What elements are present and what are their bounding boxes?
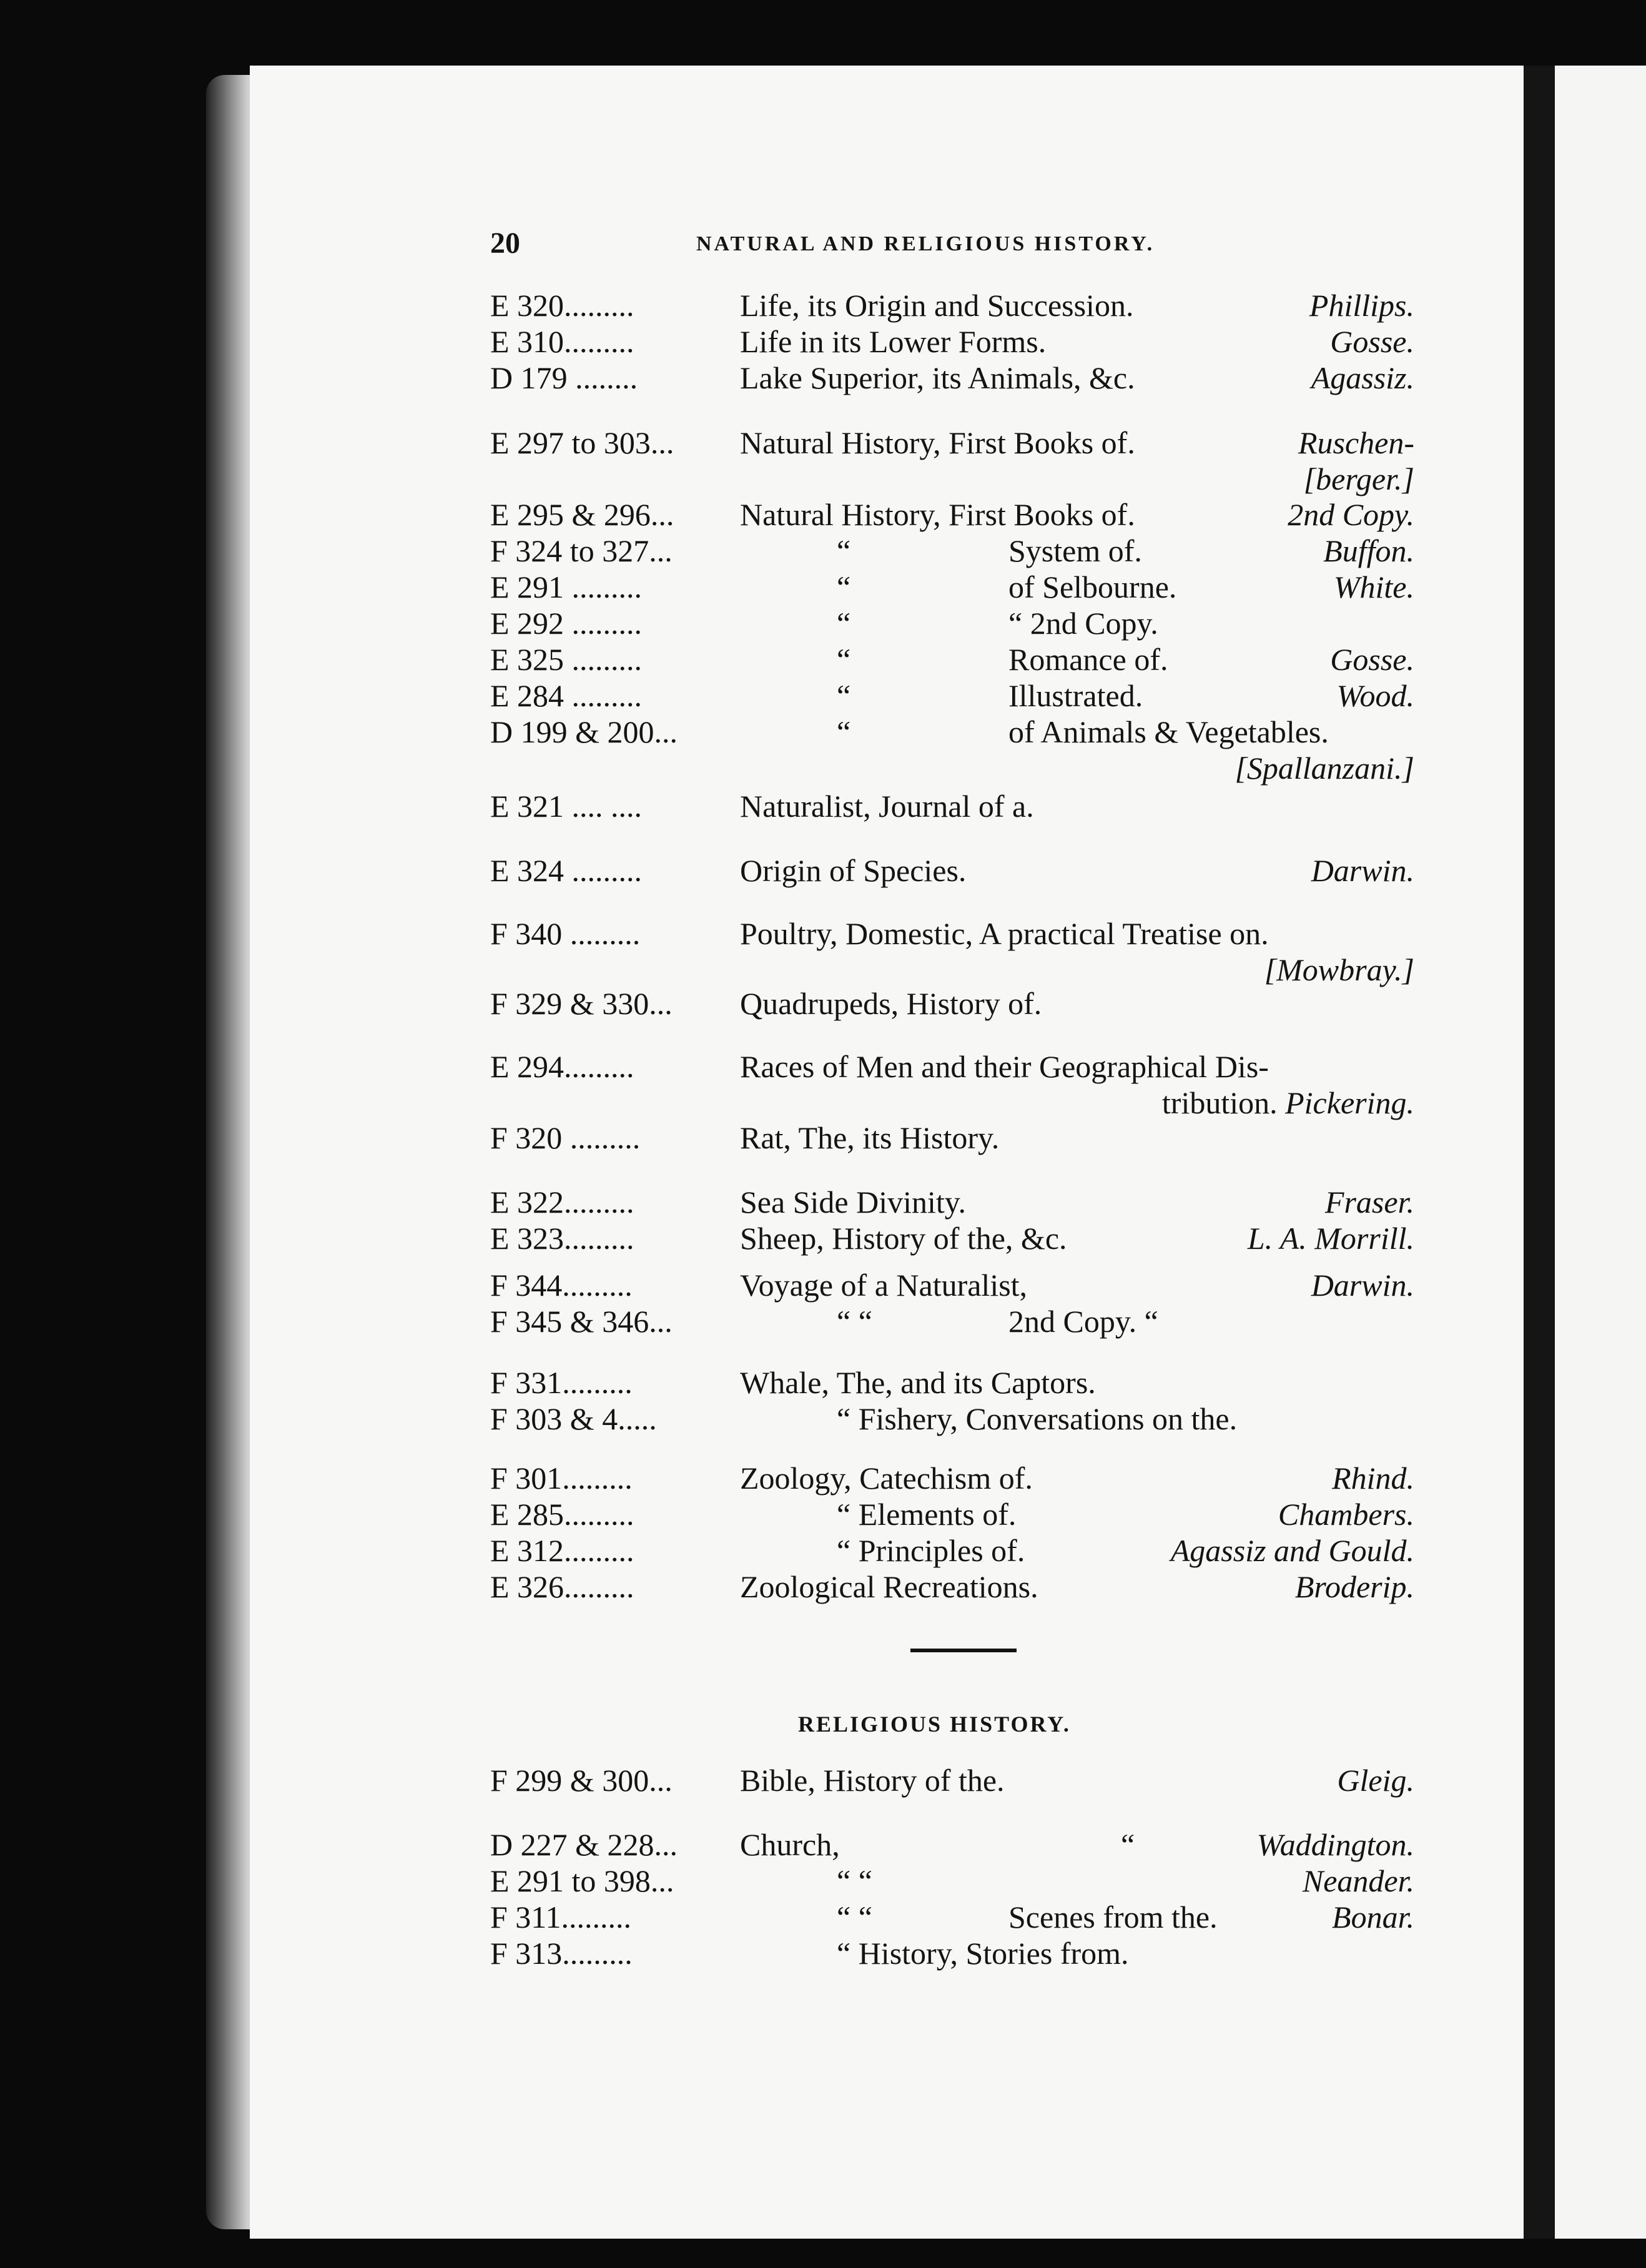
shelf-mark: E 326......... <box>490 1569 634 1604</box>
list-item <box>490 1460 1414 1496</box>
entry-title: Poultry, Domestic, A practical Treatise on. <box>740 916 1269 951</box>
entry-continuation-text: tribution. <box>1161 1085 1286 1120</box>
entry-title: Rat, The, its History. <box>740 1120 1000 1155</box>
shelf-mark: E 291 to 398... <box>490 1863 674 1898</box>
ditto-mark: “ “ <box>837 1900 872 1935</box>
entry-author: Broderip. <box>1294 1569 1414 1604</box>
shelf-mark: F 345 & 346... <box>490 1304 673 1339</box>
shelf-mark: F 313......... <box>490 1936 633 1971</box>
page-number: 20 <box>490 227 520 260</box>
ditto-mark: “ “ <box>837 1304 872 1339</box>
list-item <box>490 1267 1414 1303</box>
entry-author: Gleig. <box>1337 1763 1414 1798</box>
list-item <box>490 1863 1414 1899</box>
entry-author: Gosse. <box>1330 642 1414 677</box>
ditto-mark: “ <box>837 714 851 749</box>
entry-title: Origin of Species. <box>740 853 967 888</box>
shelf-mark: E 291 ......... <box>490 569 643 604</box>
list-item <box>490 287 1414 323</box>
entry-title: Zoology, Catechism of. <box>740 1461 1033 1496</box>
entry-author: Bonar. <box>1332 1900 1414 1935</box>
ditto-mark: “ History, Stories from. <box>837 1936 1129 1971</box>
list-item <box>490 1762 1414 1798</box>
shelf-mark: D 227 & 228... <box>490 1827 678 1862</box>
list-item <box>490 1532 1414 1569</box>
entry-title: Natural History, First Books of. <box>740 497 1135 532</box>
list-item <box>490 360 1414 396</box>
ditto-mark: “ <box>837 678 851 713</box>
list-item <box>490 1120 1414 1156</box>
ditto-mark: “ <box>837 569 851 604</box>
shelf-mark: F 301......... <box>490 1461 633 1496</box>
ditto-mark: “ <box>837 606 851 641</box>
list-item <box>490 1048 1414 1085</box>
list-item <box>490 323 1414 360</box>
ditto-mark: “ Principles of. <box>837 1533 1025 1568</box>
entry-author: Wood. <box>1336 678 1414 713</box>
shelf-mark: E 294......... <box>490 1049 634 1084</box>
list-item <box>490 1184 1414 1220</box>
shelf-mark: E 310......... <box>490 324 634 359</box>
ditto-mark: “ <box>1121 1827 1135 1862</box>
ditto-mark: “ <box>837 642 851 677</box>
shelf-mark: D 179 ........ <box>490 360 638 395</box>
book-gutter <box>1524 66 1555 2239</box>
entry-continuation-author: [Spallanzani.] <box>1234 751 1414 786</box>
shelf-mark: F 329 & 330... <box>490 986 673 1021</box>
shelf-mark: E 320......... <box>490 288 634 323</box>
entry-author: Gosse. <box>1330 324 1414 359</box>
shelf-mark: F 331......... <box>490 1365 633 1400</box>
list-item <box>490 788 1414 824</box>
list-item <box>490 1364 1414 1401</box>
list-item <box>490 569 1414 605</box>
shelf-mark: F 320 ......... <box>490 1120 641 1155</box>
entry-continuation-author: [berger.] <box>1303 461 1414 496</box>
ditto-mark: “ “ <box>837 1863 872 1898</box>
list-item <box>490 1827 1414 1863</box>
running-title: NATURAL AND RELIGIOUS HISTORY. <box>696 232 1155 255</box>
entry-title: Sheep, History of the, &c. <box>740 1221 1067 1256</box>
ditto-mark: “ Fishery, Conversations on the. <box>837 1401 1238 1436</box>
entry-subtitle: 2nd Copy. “ <box>1008 1304 1158 1339</box>
entry-title: Life, its Origin and Succession. <box>740 288 1134 323</box>
ditto-mark: “ <box>837 533 851 568</box>
entry-continuation <box>1304 461 1414 497</box>
entry-author: White. <box>1333 569 1414 604</box>
entry-title: Quadrupeds, History of. <box>740 986 1042 1021</box>
entry-author: Waddington. <box>1256 1827 1414 1862</box>
entry-author: Neander. <box>1302 1863 1414 1898</box>
shelf-mark: E 324 ......... <box>490 853 643 888</box>
entry-title: Life in its Lower Forms. <box>740 324 1047 359</box>
list-item <box>490 678 1414 714</box>
list-item <box>490 1303 1414 1339</box>
entry-author: 2nd Copy. <box>1288 497 1414 532</box>
entry-author: Ruschen- <box>1298 425 1414 460</box>
list-item <box>490 1899 1414 1935</box>
entry-title: Voyage of a Naturalist, <box>740 1268 1028 1303</box>
entry-subtitle: System of. <box>1008 533 1142 568</box>
shelf-mark: F 311......... <box>490 1900 631 1935</box>
list-item <box>490 1220 1414 1256</box>
page-header <box>490 226 1211 264</box>
section-divider <box>910 1649 1017 1652</box>
entry-continuation-author: Pickering. <box>1285 1085 1414 1120</box>
entry-author: Agassiz and Gould. <box>1170 1533 1414 1568</box>
entry-continuation <box>1234 750 1414 786</box>
list-item <box>490 1935 1414 1971</box>
shelf-mark: F 344......... <box>490 1268 633 1303</box>
shelf-mark: F 340 ......... <box>490 916 641 951</box>
entry-subtitle: Illustrated. <box>1008 678 1143 713</box>
entry-author: Phillips. <box>1309 288 1414 323</box>
entry-title: Whale, The, and its Captors. <box>740 1365 1096 1400</box>
list-item <box>490 533 1414 569</box>
list-item <box>490 496 1414 533</box>
shelf-mark: E 322......... <box>490 1185 634 1220</box>
entry-subtitle: of Animals & Vegetables. <box>1008 714 1329 749</box>
entry-title: Zoological Recreations. <box>740 1569 1038 1604</box>
entry-author: Chambers. <box>1278 1497 1414 1532</box>
list-item <box>490 1401 1414 1437</box>
shelf-mark: E 321 .... .... <box>490 789 643 824</box>
shelf-mark: E 325 ......... <box>490 642 643 677</box>
shelf-mark: F 299 & 300... <box>490 1763 673 1798</box>
entry-title: Sea Side Divinity. <box>740 1185 967 1220</box>
facing-page-edge <box>1555 66 1646 2239</box>
entry-subtitle: of Selbourne. <box>1008 569 1177 604</box>
shelf-mark: E 295 & 296... <box>490 497 674 532</box>
list-item <box>490 1496 1414 1532</box>
shelf-mark: E 285......... <box>490 1497 634 1532</box>
entry-author: Darwin. <box>1311 1268 1414 1303</box>
entry-title: Races of Men and their Geographical Dis- <box>740 1049 1269 1084</box>
entry-subtitle: “ 2nd Copy. <box>1008 606 1158 641</box>
entry-continuation-author: [Mowbray.] <box>1264 952 1414 987</box>
entry-author: Rhind. <box>1332 1461 1414 1496</box>
shelf-mark: E 292 ......... <box>490 606 643 641</box>
list-item <box>490 641 1414 678</box>
entry-title: Bible, History of the. <box>740 1763 1005 1798</box>
shelf-mark: D 199 & 200... <box>490 714 678 749</box>
list-item <box>490 852 1414 889</box>
entry-continuation <box>1264 952 1414 988</box>
shelf-mark: F 303 & 4..... <box>490 1401 657 1436</box>
entry-author: Darwin. <box>1311 853 1414 888</box>
ditto-mark: “ Elements of. <box>837 1497 1017 1532</box>
entry-author: Fraser. <box>1324 1185 1414 1220</box>
entry-author: Agassiz. <box>1311 360 1414 395</box>
shelf-mark: E 284 ......... <box>490 678 643 713</box>
list-item <box>490 1569 1414 1605</box>
list-item <box>490 714 1414 750</box>
shelf-mark: E 312......... <box>490 1533 634 1568</box>
religious-history-heading: RELIGIOUS HISTORY. <box>798 1712 1071 1737</box>
entry-title: Church, <box>740 1827 840 1862</box>
entry-author: Buffon. <box>1323 533 1414 568</box>
list-item <box>490 985 1414 1022</box>
entry-title: Natural History, First Books of. <box>740 425 1135 460</box>
shelf-mark: E 297 to 303... <box>490 425 674 460</box>
shelf-mark: E 323......... <box>490 1221 634 1256</box>
entry-title: Naturalist, Journal of a. <box>740 789 1034 824</box>
entry-subtitle: Romance of. <box>1008 642 1168 677</box>
entry-subtitle: Scenes from the. <box>1008 1900 1218 1935</box>
shelf-mark: F 324 to 327... <box>490 533 673 568</box>
list-item <box>490 605 1414 641</box>
list-item <box>490 425 1414 461</box>
entry-author: L. A. Morrill. <box>1247 1221 1414 1256</box>
list-item <box>490 915 1414 952</box>
entry-title: Lake Superior, its Animals, &c. <box>740 360 1135 395</box>
entry-continuation <box>1162 1085 1414 1121</box>
